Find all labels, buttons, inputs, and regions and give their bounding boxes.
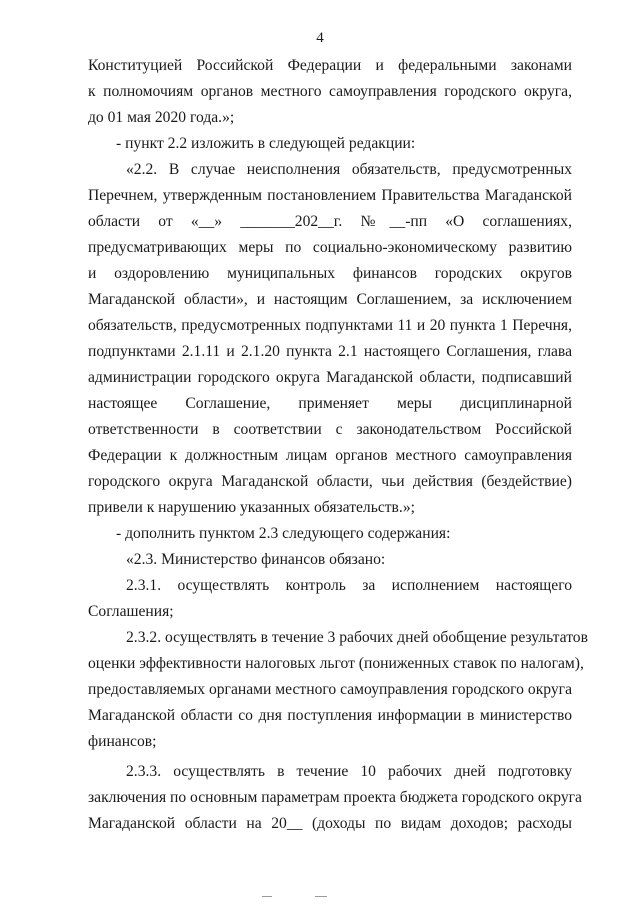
text-line: предоставляемых органами местного самоуправления городского округа [88,681,572,698]
text-line: предусматривающих меры по социально-экономическому развитию [88,239,572,256]
text-line: «2.3. Министерство финансов обязано: [126,551,386,568]
text-line: обязательств, предусмотренных подпунктами 11 и 20 пункта 1 Перечня, [88,317,572,334]
text-line: Магаданской области», и настоящим Соглашением, за исключением [88,291,572,308]
text-line: настоящее Соглашение, применяет меры дисциплинарной [88,395,572,412]
text-line: Конституцией Российской Федерации и федеральными законами [88,57,572,74]
text-line: области от «__» _______202__г. №__-пп «О соглашениях, [88,213,572,230]
text-line: Магаданской области со дня поступления информации в министерство [88,707,572,724]
text-line: Магаданской области на 20__ (доходы по видам доходов; расходы [88,815,572,832]
text-line: ответственности в соответствии с законодательством Российской [88,421,572,438]
text-line: к полномочиям органов местного самоуправления городского округа, [88,83,572,100]
text-line: «2.2. В случае неисполнения обязательств, предусмотренных [126,161,572,178]
text-line: привели к нарушению указанных обязательств.»; [88,499,415,516]
text-line: - дополнить пунктом 2.3 следующего содержания: [116,525,451,542]
text-line: - пункт 2.2 изложить в следующей редакции: [116,135,416,152]
text-line: до 01 мая 2020 года.»; [88,109,235,126]
text-line: городского округа Магаданской области, чьи действия (бездействие) [88,473,572,490]
scan-edge-marks [0,896,640,902]
text-line: Перечнем, утвержденным постановлением Правительства Магаданской [88,187,572,204]
text-line: 2.3.2. осуществлять в течение 3 рабочих дней обобщение результатов [126,629,588,646]
text-line: Соглашения; [88,603,174,620]
text-line: финансов; [88,733,157,750]
text-line: заключения по основным параметрам проекта бюджета городского округа [88,789,582,806]
text-line: Федерации к должностным лицам органов местного самоуправления [88,447,572,464]
text-line: подпунктами 2.1.11 и 2.1.20 пункта 2.1 настоящего Соглашения, глава [88,343,572,360]
text-line: 2.3.3. осуществлять в течение 10 рабочих дней подготовку [126,763,572,780]
text-line: администрации городского округа Магаданской области, подписавший [88,369,572,386]
text-line: 2.3.1. осуществлять контроль за исполнением настоящего [126,577,572,594]
text-line: и оздоровлению муниципальных финансов городских округов [88,265,572,282]
page-number: 4 [316,30,324,46]
text-line: оценки эффективности налоговых льгот (пониженных ставок по налогам), [88,655,584,672]
